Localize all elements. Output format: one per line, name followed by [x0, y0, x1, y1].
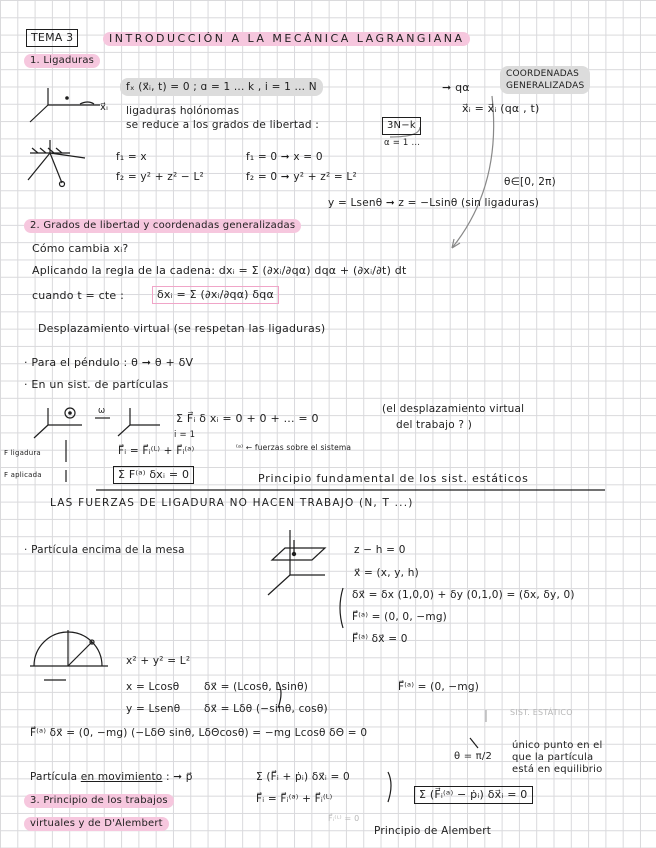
pendulum-sketch	[28, 140, 85, 187]
cuando-text: cuando t = cte :	[32, 289, 124, 302]
movimiento-part-c: : ➞ p⃗	[165, 771, 193, 783]
chain-rule: Aplicando la regla de la cadena: dxᵢ = Σ (∂xᵢ/∂qα) dqα + (∂xᵢ/∂t) dt	[32, 264, 407, 277]
holonomas-text: ligaduras holónomas	[126, 105, 240, 117]
omega-label: ω	[98, 406, 106, 416]
pendulo-line: · Para el péndulo : θ ➞ θ + δV	[24, 356, 194, 369]
movimiento-part-a: Partícula	[30, 771, 78, 783]
dof-box: 3N−k	[382, 117, 421, 135]
force-dot-displacement: F⃗⁽ᵃ⁾ δx⃗ = 0	[352, 633, 408, 645]
page-title: INTRODUCCIÓN A LA MECÁNICA LAGRANGIANA	[103, 32, 470, 46]
dalembert-box: Σ (F⃗ᵢ⁽ᵃ⁾ − ṗᵢ) δx⃗ᵢ = 0	[414, 786, 533, 804]
principio-dalembert: Principio de Alembert	[374, 825, 492, 837]
sist-estatico-label: SIST. ESTÁTICO	[510, 708, 573, 717]
constraint-zh: z − h = 0	[354, 544, 406, 556]
dalembert-sum: Σ (F⃗ᵢ + ṗᵢ) δx⃗ᵢ = 0	[256, 771, 350, 783]
no-trabajo-statement: LAS FUERZAS DE LIGADURA NO HACEN TRABAJO (N, T ...)	[50, 497, 414, 509]
x-cos: x = Lcosθ	[126, 681, 180, 693]
como-cambia: Cómo cambia xᵢ?	[32, 242, 129, 255]
xi-vector-label: x⃗ᵢ	[100, 102, 109, 113]
theta-pi-2: θ = π/2	[454, 751, 493, 762]
particula-mesa: · Partícula encima de la mesa	[24, 544, 185, 556]
work-equation: F⃗⁽ᵃ⁾ δx⃗ = (0, −mg) (−LδΘ sinθ, LδΘcosθ) = −mg Lcosθ δΘ = 0	[30, 727, 368, 739]
sum-work: Σ F⃗ᵢ δ xᵢ = 0 + 0 + ... = 0	[176, 412, 319, 425]
y-sin: y = Lsenθ	[126, 703, 181, 715]
desplazamiento-virtual: Desplazamiento virtual (se respetan las ligaduras)	[38, 322, 326, 335]
force-split: F⃗ᵢ = F⃗ᵢ⁽ᵃ⁾ + F⃗ᵢ⁽ᴸ⁾	[256, 793, 333, 805]
xi-definition: x⃗ᵢ = x⃗ᵢ (qα , t)	[462, 102, 540, 115]
y-theta-relation: y = Lsenθ ➞ z = −Lsinθ (sin ligaduras)	[328, 197, 540, 209]
force-decomposition: F⃗ᵢ = F⃗ᵢ⁽ᴸ⁾ + F⃗ᵢ⁽ᵃ⁾	[118, 445, 195, 457]
principio-fundamental: Principio fundamental de los sist. estáticos	[258, 472, 529, 485]
ligadura-zero: F⃗ᵢ⁽ᴸ⁾ = 0	[328, 814, 360, 823]
circle-equation: x² + y² = L²	[126, 655, 191, 667]
applied-force-vector: F⃗⁽ᵃ⁾ = (0, 0, −mg)	[352, 611, 447, 623]
fuerzas-sobre-note: ⁽ᵃ⁾ ← fuerzas sobre el sistema	[236, 443, 352, 452]
reduce-text: se reduce a los grados de libertad :	[126, 119, 319, 131]
equilibrium-note-2: que la partícula	[512, 752, 594, 763]
coord-gen-line2: GENERALIZADAS	[506, 81, 585, 91]
link-arrow	[452, 96, 494, 248]
delta-x-circle-1: δx⃗ = (Lcosθ, Lsinθ)	[204, 681, 309, 693]
coord-gen-badge	[500, 66, 590, 94]
semicircle-sketch	[30, 630, 108, 680]
section-2-heading: 2. Grados de libertad y coordenadas generalizadas	[24, 219, 301, 233]
note-line1: (el desplazamiento virtual	[382, 403, 525, 415]
equilibrium-note-3: está en equilibrio	[512, 764, 603, 775]
axes-3d-sketch	[30, 88, 100, 122]
section-3-heading-1: 3. Principio de los trabajos	[24, 794, 174, 808]
theta-range: θ∈[0, 2π)	[504, 176, 556, 188]
equilibrium-note	[512, 740, 603, 776]
equilibrium-note-1: único punto en el	[512, 740, 603, 751]
static-principle-box: Σ F⁽ᵃ⁾ δxᵢ = 0	[113, 466, 194, 484]
section-3-heading-2: virtuales y de D'Alembert	[24, 817, 169, 831]
coord-gen-line1: COORDENADAS	[506, 69, 580, 79]
f2-zero: f₂ = 0 ➞ y² + z² = L²	[246, 171, 357, 183]
applied-force-circle: F⃗⁽ᵃ⁾ = (0, −mg)	[398, 681, 480, 693]
f2-def: f₂ = y² + z² − L²	[116, 171, 204, 183]
alpha-range: α = 1 ...	[384, 138, 421, 148]
delta-xi-box: δxᵢ = Σ (∂xᵢ/∂qα) δqα	[152, 286, 279, 304]
brace-right-2	[388, 772, 391, 802]
brace-left	[340, 588, 343, 628]
sistema-line: · En un sist. de partículas	[24, 378, 169, 391]
table-sketch	[268, 530, 325, 595]
delta-x-vector: δx⃗ = δx (1,0,0) + δy (0,1,0) = (δx, δy, 0)	[352, 589, 575, 601]
sum-limits: i = 1	[174, 430, 196, 440]
f1-def: f₁ = x	[116, 151, 147, 163]
particula-movimiento	[30, 770, 193, 784]
f1-zero: f₁ = 0 ➞ x = 0	[246, 151, 323, 163]
x-vector: x⃗ = (x, y, h)	[354, 567, 419, 579]
note-line2: del trabajo ? )	[396, 419, 473, 431]
f-aplicada-label: F aplicada	[4, 471, 42, 479]
movimiento-part-b: en movimiento	[80, 771, 163, 783]
constraint-equation: fₓ (x⃗ᵢ, t) = 0 ; ɑ = 1 ... k , i = 1 ... N	[120, 78, 323, 96]
arrow-q-alpha: ➞ qα	[442, 81, 470, 94]
delta-x-circle-2: δx⃗ = Lδθ (−sinθ, cosθ)	[204, 703, 328, 715]
tema-label: TEMA 3	[26, 29, 78, 47]
f-ligadura-label: F ligadura	[4, 449, 41, 457]
section-1-heading: 1. Ligaduras	[24, 54, 100, 68]
